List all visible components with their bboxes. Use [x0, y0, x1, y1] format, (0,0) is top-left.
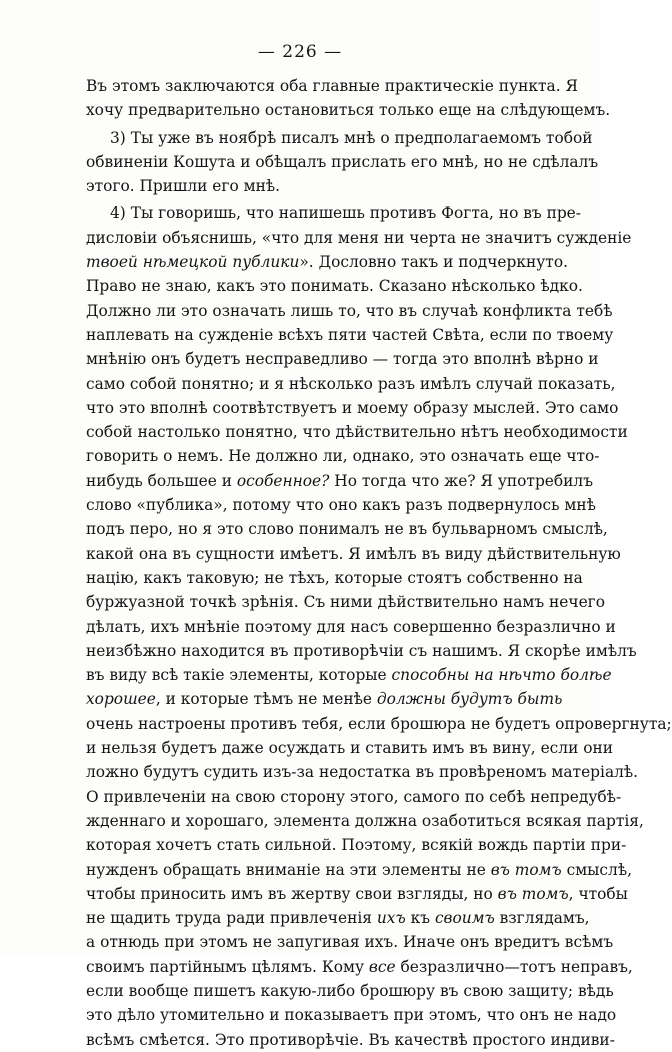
text-line	[86, 833, 627, 857]
text-line	[86, 566, 583, 590]
text-run: ». Дословно такъ и подчеркнуто.	[299, 253, 568, 272]
text-line	[86, 906, 590, 930]
text-run: чтобы приносить имъ въ жертву свои взгляды, но	[86, 884, 498, 903]
text-line	[86, 785, 622, 809]
text-line	[86, 736, 614, 760]
text-run: ложно будутъ судить изъ-за недостатка въ провѣреномъ матеріалѣ.	[86, 763, 639, 782]
text-line	[86, 396, 619, 420]
text-line	[86, 517, 608, 541]
text-run: этого. Пришли его мнѣ.	[86, 177, 281, 196]
text-line	[86, 955, 633, 979]
text-line	[86, 809, 644, 833]
text-run: мнѣнію онъ будетъ несправедливо — тогда это вполнѣ вѣрно и	[86, 350, 599, 369]
page-number: — 226 —	[257, 42, 343, 62]
italic-text: хорошее	[86, 690, 156, 709]
text-run: дѣлать, ихъ мнѣніе поэтому для насъ совершенно безразлично и	[86, 617, 616, 636]
italic-text: все	[368, 957, 396, 976]
text-line	[86, 639, 637, 663]
text-run: обвиненіи Кошута и обѣщалъ прислать его мнѣ, но не сдѣлалъ	[86, 152, 599, 171]
text-line	[86, 347, 599, 371]
text-run: Но тогда что же? Я употребилъ	[329, 471, 593, 490]
text-run: жденнаго и хорошаго, элемента должна озаботиться всякая партія,	[86, 811, 644, 830]
text-line	[86, 250, 568, 274]
italic-text: ихъ	[376, 909, 406, 928]
text-line	[86, 493, 596, 517]
text-run: слово «публика», потому что оно какъ разъ подвернулось мнѣ	[86, 496, 596, 515]
text-run: говорить о немъ. Не должно ли, однако, это означать еще что-	[86, 447, 600, 466]
text-run: которая хочетъ стать сильной. Поэтому, всякій вождь партіи при-	[86, 836, 627, 855]
text-line	[86, 469, 593, 493]
text-run: Право не знаю, какъ это понимать. Сказано нѣсколько ѣдко.	[86, 277, 583, 296]
text-run: это дѣло утомительно и показываетъ при этомъ, что онъ не надо	[86, 1006, 617, 1025]
text-run: нибудь большее и	[86, 471, 237, 490]
text-line	[86, 663, 612, 687]
text-line	[86, 226, 632, 250]
text-line	[86, 615, 616, 639]
text-run: что это вполнѣ соотвѣтствуетъ и моему образу мыслей. Это само	[86, 398, 619, 417]
text-run: само собой понятно; и я нѣсколько разъ имѣлъ случай показать,	[86, 374, 616, 393]
text-line	[86, 126, 593, 150]
text-line	[86, 299, 613, 323]
text-line	[86, 174, 542, 198]
text-run: смыслѣ,	[561, 860, 633, 879]
text-run: всѣмъ смѣется. Это противорѣчіе. Въ качествѣ простого индиви-	[86, 1030, 615, 1049]
text-run: 3) Ты уже въ ноябрѣ писалъ мнѣ о предполагаемомъ тобой	[110, 128, 593, 147]
text-run: подъ перо, но я это слово понималъ не въ бульварномъ смыслѣ,	[86, 520, 608, 539]
italic-text: въ томъ	[497, 884, 569, 903]
text-line	[86, 274, 583, 298]
text-run: и нельзя будетъ даже осуждать и ставить имъ въ вину, если они	[86, 739, 614, 758]
text-run: безразлично—тотъ неправъ,	[395, 957, 633, 976]
text-line	[86, 420, 628, 444]
text-run: 4) Ты говоришь, что напишешь противъ Фогта, но въ пре-	[110, 204, 581, 223]
text-line	[86, 372, 616, 396]
italic-text: въ томъ	[490, 860, 562, 879]
text-run: а отнюдь при этомъ не запугивая ихъ. Иначе онъ вредитъ всѣмъ	[86, 933, 614, 952]
text-run: своимъ партійнымъ цѣлямъ. Кому	[86, 957, 369, 976]
body-text	[86, 74, 672, 1052]
text-run: нужденъ обращать вниманіе на эти элементы не	[86, 860, 491, 879]
text-run: взглядамъ,	[494, 909, 590, 928]
text-run: собой настолько понятно, что дѣйствительно нѣтъ необходимости	[86, 423, 628, 442]
text-line	[86, 74, 578, 98]
italic-text: особенное?	[236, 471, 330, 490]
text-run: къ	[405, 909, 435, 928]
text-line	[86, 760, 639, 784]
text-run: дисловіи объяснишь, «что для меня ни черта не значитъ сужденіе	[86, 228, 632, 247]
text-run: , чтобы	[568, 884, 628, 903]
text-run: наплевать на сужденіе всѣхъ пяти частей Свѣта, если по твоему	[86, 325, 614, 344]
text-run: хочу предварительно остановиться только еще на слѣдующемъ.	[86, 101, 611, 120]
text-line	[86, 542, 621, 566]
text-run: Въ этомъ заключаются оба главные практическіе пункта. Я	[86, 77, 578, 95]
text-run: Должно ли это означать лишь то, что въ случаѣ конфликта тебѣ	[86, 301, 613, 320]
text-line	[86, 444, 600, 468]
text-run: неизбѣжно находится въ противорѣчіи съ нашимъ. Я скорѣе имѣлъ	[86, 641, 637, 660]
text-line	[86, 930, 614, 954]
text-run: О привлеченіи на свою сторону этого, самого по себѣ непредубѣ-	[86, 787, 622, 806]
italic-text: твоей нѣмецкой публики	[86, 253, 300, 272]
text-run: буржуазной точкѣ зрѣнія. Съ ними дѣйствительно намъ нечего	[86, 593, 606, 612]
text-line	[86, 98, 611, 122]
text-line	[86, 687, 563, 711]
text-run: , и которые тѣмъ не менѣе	[155, 690, 377, 709]
text-run: не щадить труда ради привлеченія	[86, 909, 377, 928]
italic-text: своимъ	[434, 909, 495, 928]
italic-text: способны на нѣчто болѣе	[391, 666, 612, 685]
text-line	[86, 590, 606, 614]
text-line	[86, 858, 633, 882]
text-line	[86, 712, 672, 736]
text-run: очень настроены противъ тебя, если брошюра не будетъ опровергнута;	[86, 714, 672, 733]
text-line	[86, 1003, 617, 1027]
text-line	[86, 1028, 615, 1052]
text-run: націю, какъ таковую; не тѣхъ, которые стоятъ собственно на	[86, 568, 583, 587]
text-line	[86, 882, 628, 906]
text-line	[86, 201, 581, 225]
text-run: въ виду всѣ такіе элементы, которые	[86, 666, 392, 685]
text-run: какой она въ сущности имѣетъ. Я имѣлъ въ виду дѣйствительную	[86, 544, 621, 563]
italic-text: должны будутъ быть	[376, 690, 563, 709]
text-run: если вообще пишетъ какую-либо брошюру въ свою защиту; вѣдь	[86, 981, 614, 1000]
text-line	[86, 150, 599, 174]
text-line	[86, 323, 614, 347]
text-line	[86, 979, 614, 1003]
